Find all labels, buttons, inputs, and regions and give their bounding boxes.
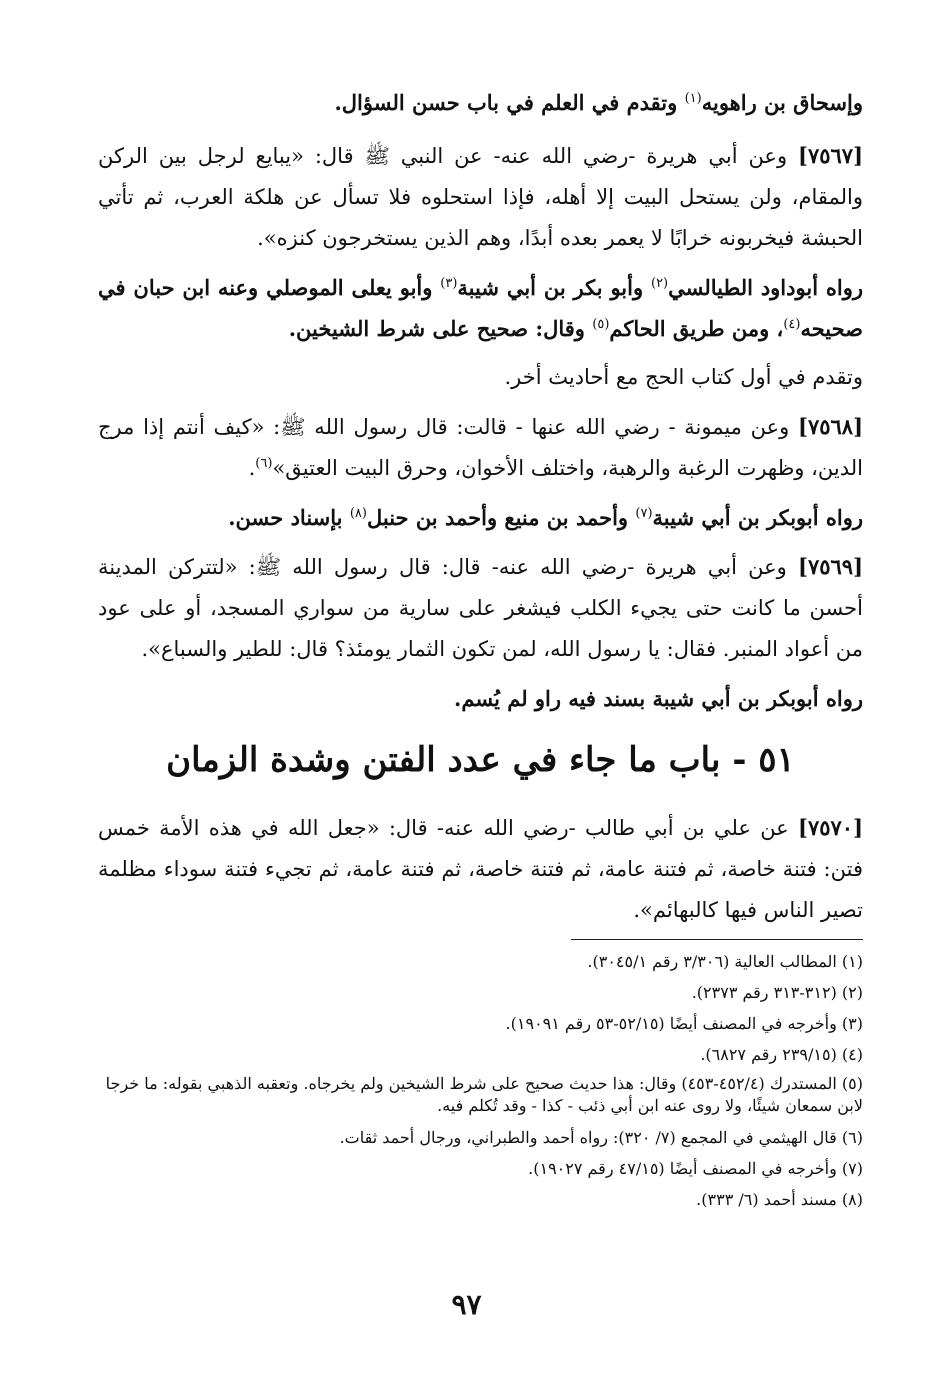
hadith-7570 [98, 807, 863, 931]
footnote-5: (٥) المستدرك (٤٥٢/٤-٤٥٣) وقال: هذا حديث صحيح على شرط الشيخين ولم يخرجاه. وتعقبه الذهبي بقوله: ما خرجا لابن سمعان شيئًا، ولا روى عنه ابن أبي ذئب - كذا - وقد تُكلم فيه. [105, 1074, 863, 1115]
hadith-text: وعن ميمونة - رضي الله عنها - قالت: قال رسول الله ﷺ: «كيف أنتم إذا مرج الدين، وظهرت الرغبة والرهبة، واختلف الأخوان، وحرق البيت العتيق»$^{(٦)}$. [98, 415, 863, 480]
footnote-7: (٧) وأخرجه في المصنف أيضًا (٤٧/١٥ رقم ١٩٠٢٧). [528, 1159, 863, 1178]
page-number: ٩٧ [451, 1288, 482, 1321]
hadith-text: وعن أبي هريرة -رضي الله عنه- قال: قال رسول الله ﷺ: «لتتركن المدينة أحسن ما كانت حتى يجيء الكلب فيشغر على سارية من سواري المسجد، أو على عود من أعواد المنبر. فقال: يا رسول الله، لمن تكون الثمار يومئذ؟ قال: للطير والسباع». [98, 555, 863, 661]
footnote-divider [571, 939, 863, 940]
hadith-text: وعن أبي هريرة -رضي الله عنه- عن النبي ﷺ قال: «يبايع لرجل بين الركن والمقام، ولن يستحل البيت إلا أهله، فإذا استحلوه فلا تسأل عن هلكة العرب، ثم تأتي الحبشة فيخربونه خرابًا لا يعمر بعده أبدًا، وهم الذين يستخرجون كنزه». [98, 144, 863, 250]
hadith-7568 [98, 406, 863, 489]
hadith-7569 [98, 546, 863, 670]
footnote-1: (١) المطالب العالية (٣/٣٠٦ رقم ٣٠٤٥/١). [587, 952, 863, 971]
hadith-7567 [98, 135, 863, 259]
footnote-4: (٤) (٢٣٩/١٥ رقم ٦٨٢٧). [700, 1045, 863, 1064]
hadith-number: [٧٥٦٩] [798, 554, 863, 579]
narration-note-3: رواه أبوبكر بن أبي شيبة بسند فيه راو لم يُسم. [454, 686, 863, 711]
footnote-3: (٣) وأخرجه في المصنف أيضًا (٥٢/١٥-٥٣ رقم ١٩٠٩١). [505, 1014, 863, 1033]
page-body [98, 82, 863, 1215]
footnote-6: (٦) قال الهيثمي في المجمع (٧/ ٣٢٠): رواه أحمد والطبراني، ورجال أحمد ثقات. [339, 1128, 863, 1147]
narration-note-2: رواه أبوبكر بن أبي شيبة$^{(٧)}$ وأحمد بن منيع وأحمد بن حنبل$^{(٨)}$ بإسناد حسن. [228, 505, 863, 530]
footnote-2: (٢) (٣١٢-٣١٣ رقم ٢٣٧٣). [691, 983, 863, 1002]
narration-note-1: رواه أبوداود الطيالسي$^{(٢)}$ وأبو بكر بن أبي شيبة$^{(٣)}$ وأبو يعلى الموصلي وعنه ابن حبان في صحيحه$^{(٤)}$، ومن طريق الحاكم$^{(٥)}$ وقال: صحيح على شرط الشيخين. [98, 275, 864, 341]
hadith-number: [٧٥٦٧] [798, 143, 863, 168]
hadith-text: عن علي بن أبي طالب -رضي الله عنه- قال: «جعل الله في هذه الأمة خمس فتن: فتنة خاصة، ثم فتنة عامة، ثم فتنة خاصة، ثم فتنة عامة، ثم تجيء فتنة سوداء مظلمة تصير الناس فيها كالبهائم». [98, 816, 863, 922]
footnotes [98, 946, 863, 1215]
cross-reference: وتقدم في أول كتاب الحج مع أحاديث أخر. [504, 365, 863, 389]
hadith-number: [٧٥٦٨] [798, 414, 863, 439]
chapter-heading: ٥١ - باب ما جاء في عدد الفتن وشدة الزمان [166, 740, 795, 780]
hadith-number: [٧٥٧٠] [798, 815, 863, 840]
paragraph-0: وإسحاق بن راهويه$^{(١)}$ وتقدم في العلم في باب حسن السؤال. [334, 90, 863, 115]
footnote-8: (٨) مسند أحمد (٦/ ٣٣٣). [696, 1190, 863, 1209]
